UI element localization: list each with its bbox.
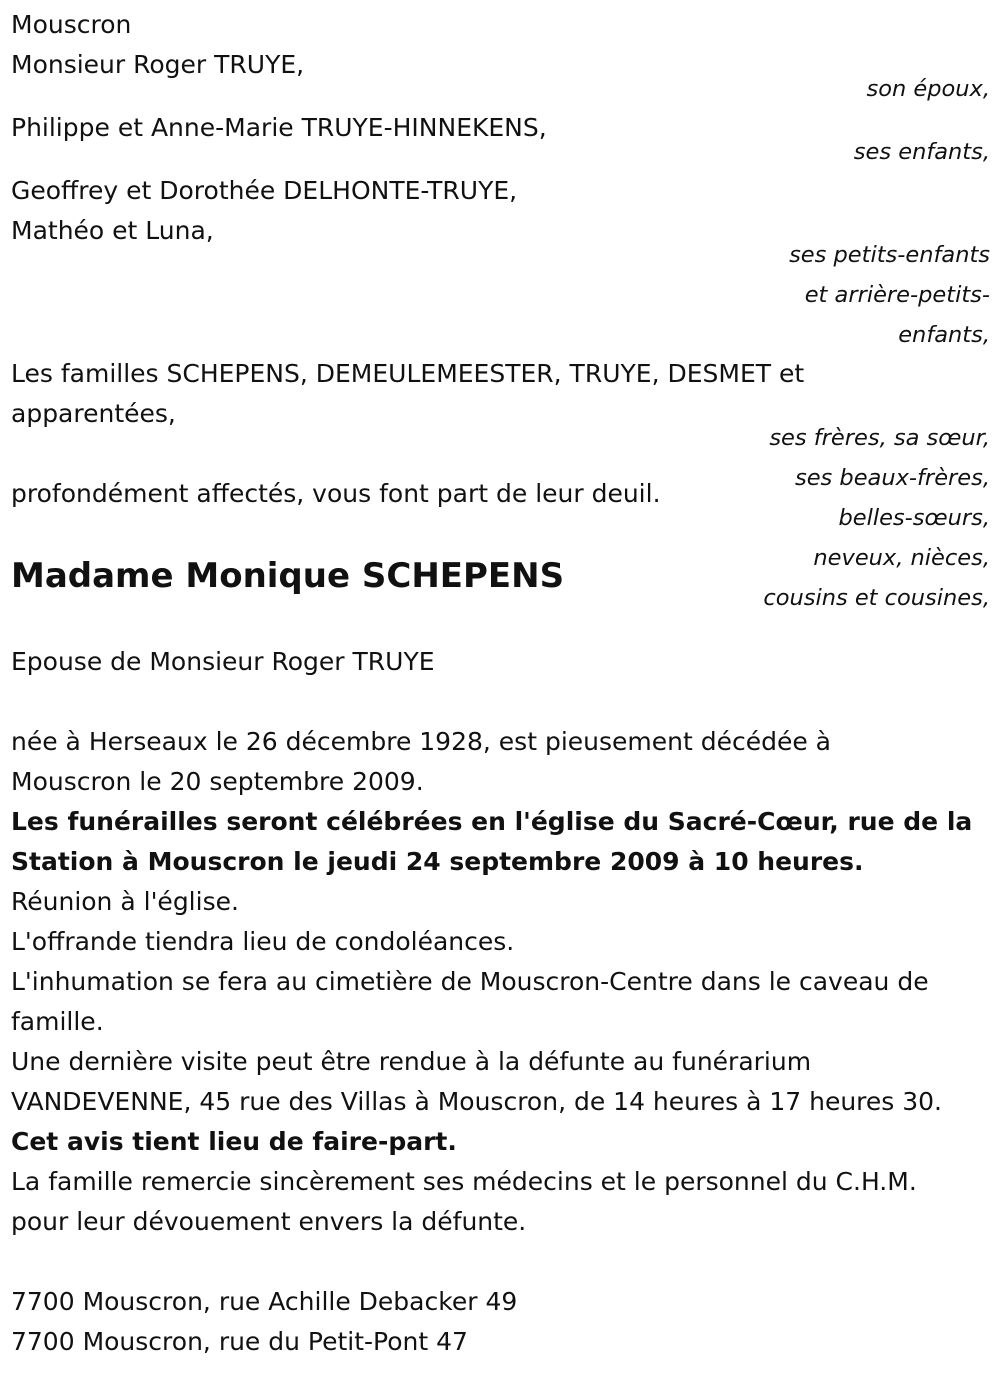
family-line-children: Philippe et Anne-Marie TRUYE-HINNEKENS, bbox=[11, 113, 547, 142]
body-line: Mouscron le 20 septembre 2009. bbox=[11, 767, 424, 796]
body-line: famille. bbox=[11, 1007, 104, 1036]
family-line-families: Les familles SCHEPENS, DEMEULEMEESTER, TRUYE, DESMET et bbox=[11, 359, 805, 388]
body-line: Une dernière visite peut être rendue à la défunte au funérarium bbox=[11, 1047, 812, 1076]
family-line-grandchildren: Geoffrey et Dorothée DELHONTE-TRUYE, bbox=[11, 176, 518, 205]
funeral-info-line: Station à Mouscron le jeudi 24 septembre 2009 à 10 heures. bbox=[11, 847, 864, 876]
relation-grandchildren: ses petits-enfants bbox=[789, 242, 990, 268]
deceased-name: Madame Monique SCHEPENS bbox=[11, 556, 565, 596]
body-line: L'offrande tiendra lieu de condoléances. bbox=[11, 927, 515, 956]
relation-great-grandchildren-end: enfants, bbox=[898, 322, 990, 348]
relation-cousins: cousins et cousines, bbox=[763, 585, 990, 611]
funeral-info-line: Les funérailles seront célébrées en l'église du Sacré-Cœur, rue de la bbox=[11, 807, 973, 836]
relation-spouse: son époux, bbox=[866, 76, 990, 102]
family-line-mourning: profondément affectés, vous font part de leur deuil. bbox=[11, 479, 661, 508]
family-line-spouse: Monsieur Roger TRUYE, bbox=[11, 50, 305, 79]
spouse-line: Epouse de Monsieur Roger TRUYE bbox=[11, 647, 435, 676]
family-line-related: apparentées, bbox=[11, 399, 176, 428]
body-line: VANDEVENNE, 45 rue des Villas à Mouscron, de 14 heures à 17 heures 30. bbox=[11, 1087, 943, 1116]
relation-sisters-in-law: belles-sœurs, bbox=[838, 505, 990, 531]
body-line: L'inhumation se fera au cimetière de Mouscron-Centre dans le caveau de bbox=[11, 967, 929, 996]
relation-great-grandchildren: et arrière-petits- bbox=[804, 282, 990, 308]
body-line: Réunion à l'église. bbox=[11, 887, 239, 916]
family-line-great-grandchildren: Mathéo et Luna, bbox=[11, 216, 214, 245]
relation-children: ses enfants, bbox=[853, 139, 990, 165]
notice-line: Cet avis tient lieu de faire-part. bbox=[11, 1127, 457, 1156]
place-heading: Mouscron bbox=[11, 10, 132, 39]
relation-brothers-in-law: ses beaux-frères, bbox=[794, 465, 990, 491]
body-line: La famille remercie sincèrement ses médecins et le personnel du C.H.M. bbox=[11, 1167, 917, 1196]
relation-siblings: ses frères, sa sœur, bbox=[769, 425, 990, 451]
body-line: née à Herseaux le 26 décembre 1928, est pieusement décédée à bbox=[11, 727, 831, 756]
address-line: 7700 Mouscron, rue du Petit-Pont 47 bbox=[11, 1327, 468, 1356]
relation-nephews-nieces: neveux, nièces, bbox=[813, 545, 990, 571]
body-line: pour leur dévouement envers la défunte. bbox=[11, 1207, 527, 1236]
address-line: 7700 Mouscron, rue Achille Debacker 49 bbox=[11, 1287, 518, 1316]
